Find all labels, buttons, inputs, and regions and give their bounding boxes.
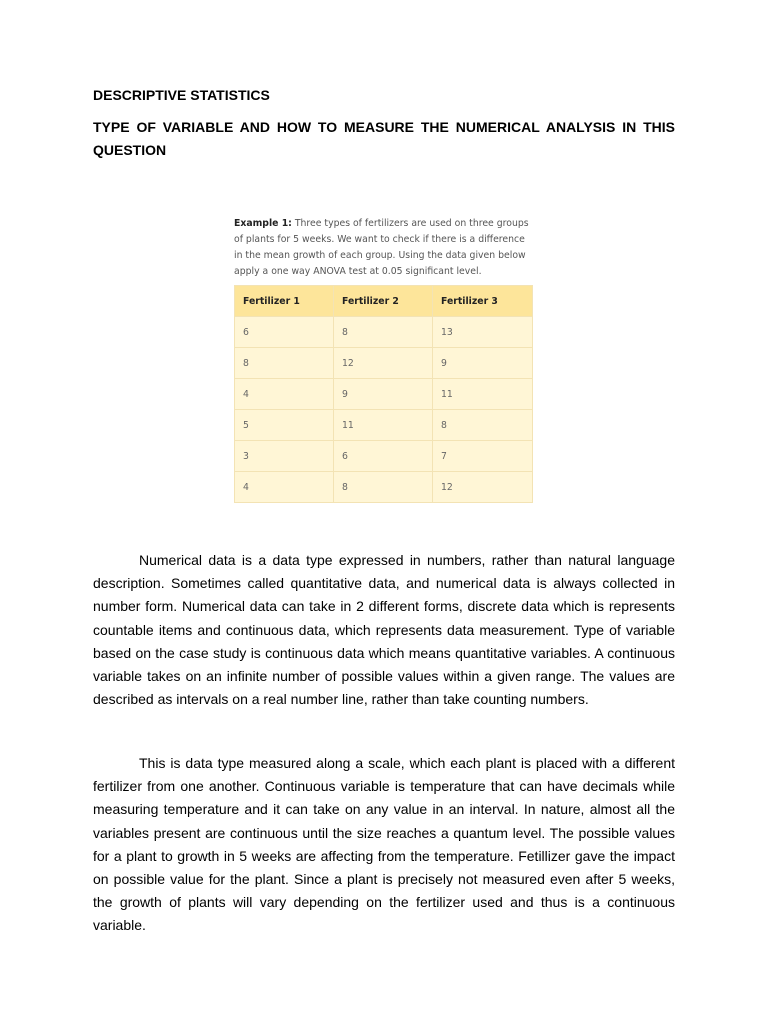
table-cell: 3 xyxy=(235,441,334,472)
table-cell: 8 xyxy=(334,472,433,503)
figure-caption xyxy=(234,216,532,280)
table-cell: 8 xyxy=(334,317,433,348)
table-cell: 7 xyxy=(433,441,533,472)
table-row xyxy=(235,441,533,472)
table-cell: 6 xyxy=(334,441,433,472)
table-cell: 8 xyxy=(433,410,533,441)
table-cell: 11 xyxy=(433,379,533,410)
table-header-row xyxy=(235,286,533,317)
table-cell: 5 xyxy=(235,410,334,441)
table-cell: 13 xyxy=(433,317,533,348)
table-row xyxy=(235,317,533,348)
body-paragraph: Numerical data is a data type expressed in numbers, rather than natural language description. Sometimes called quantitative data, and numerical data is always collected in number form. Numerical data can take in 2 different forms, discrete data which is represents countable items and continuous data, which represents data measurement. Type of variable based on the case study is continuous data which means quantitative variables. A continuous variable takes on an infinite number of possible values within a given range. The values are described as intervals on a real number line, rather than take counting numbers. xyxy=(93,552,675,708)
table-cell: 12 xyxy=(334,348,433,379)
table-cell: 9 xyxy=(433,348,533,379)
table-row xyxy=(235,348,533,379)
table-row xyxy=(235,410,533,441)
caption-label: Example 1: xyxy=(234,218,292,229)
caption-text: Three types of fertilizers are used on three groups of plants for 5 weeks. We want to check if there is a difference in the mean growth of each group. Using the data given below apply a one way ANOVA test at 0.05 significant level. xyxy=(234,218,529,277)
table-row xyxy=(235,472,533,503)
table-row xyxy=(235,379,533,410)
column-header: Fertilizer 2 xyxy=(334,286,433,317)
body-paragraph: This is data type measured along a scale, which each plant is placed with a different fertilizer from one another. Continuous variable is temperature that can have decimals while measuring temperature and it can take on any value in an interval. In nature, almost all the variables present are continuous until the size reaches a quantum level. The possible values for a plant to growth in 5 weeks are affecting from the temperature. Fetillizer gave the impact on possible value for the plant. Since a plant is precisely not measured even after 5 weeks, the growth of plants will vary depending on the fertilizer used and thus is a continuous variable. xyxy=(93,755,675,934)
column-header: Fertilizer 1 xyxy=(235,286,334,317)
table-cell: 6 xyxy=(235,317,334,348)
fertilizer-table xyxy=(234,285,533,503)
document-subtitle: TYPE OF VARIABLE AND HOW TO MEASURE THE NUMERICAL ANALYSIS IN THIS QUESTION xyxy=(93,119,675,158)
document-title: DESCRIPTIVE STATISTICS xyxy=(93,87,270,103)
table-cell: 11 xyxy=(334,410,433,441)
table-cell: 8 xyxy=(235,348,334,379)
table-cell: 9 xyxy=(334,379,433,410)
column-header: Fertilizer 3 xyxy=(433,286,533,317)
table-cell: 12 xyxy=(433,472,533,503)
table-cell: 4 xyxy=(235,379,334,410)
example-figure xyxy=(234,216,532,503)
table-cell: 4 xyxy=(235,472,334,503)
